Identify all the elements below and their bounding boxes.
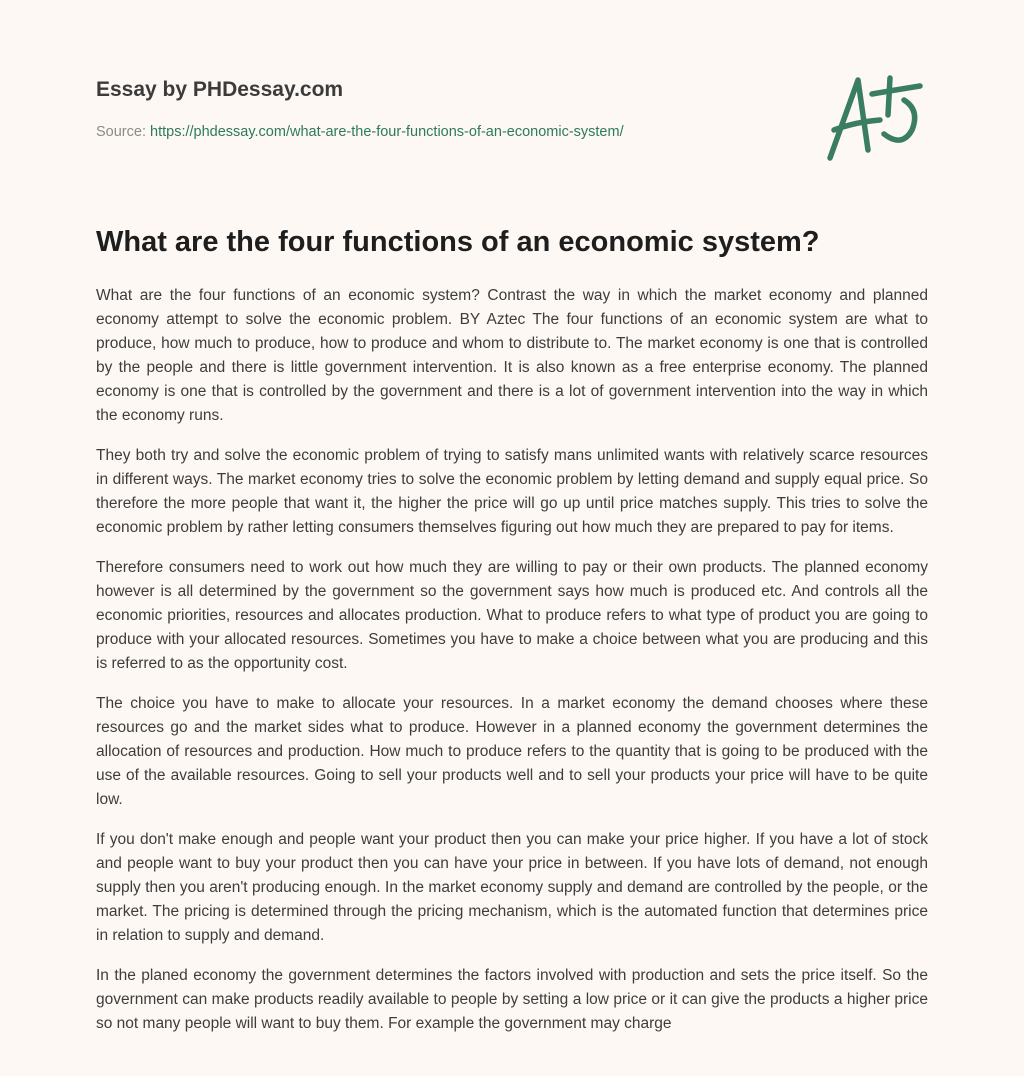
paragraph: They both try and solve the economic problem of trying to satisfy mans unlimited wants with relatively scarce resources in different ways. The market economy tries to solve the economic problem by letting demand and supply equal price. So therefore the more people that want it, the higher the price will go up until price matches supply. This tries to solve the economic problem by rather letting consumers themselves figuring out how much they are prepared to pay for items. bbox=[96, 447, 928, 536]
essay-body bbox=[96, 284, 928, 1052]
a-plus-logo bbox=[820, 70, 930, 165]
paragraph: What are the four functions of an economic system? Contrast the way in which the market economy and planned economy attempt to solve the economic problem. BY Aztec The four functions of an economic system are what to produce, how much to produce, how to produce and whom to distribute to. The market economy is one that is controlled by the people and there is little government intervention. It is also known as a free enterprise economy. The planned economy is one that is controlled by the government and there is a lot of government intervention into the way in which the economy runs. bbox=[96, 287, 928, 424]
paragraph: If you don't make enough and people want your product then you can make your price higher. If you have a lot of stock and people want to buy your product then you can have your price in between. If you have lots of demand, not enough supply then you aren't producing enough. In the market economy supply and demand are controlled by the people, or the market. The pricing is determined through the pricing mechanism, which is the automated function that determines price in relation to supply and demand. bbox=[96, 831, 928, 944]
header bbox=[96, 78, 343, 102]
source-link[interactable]: https://phdessay.com/what-are-the-four-functions-of-an-economic-system/ bbox=[150, 124, 624, 140]
paragraph: Therefore consumers need to work out how much they are willing to pay or their own products. The planned economy however is all determined by the government so the government says how much is produced etc. And controls all the economic priorities, resources and allocates production. What to produce refers to what type of product you are going to produce with your allocated resources. Sometimes you have to make a choice between what you are producing and this is referred to as the opportunity cost. bbox=[96, 559, 928, 672]
source-line bbox=[96, 124, 624, 140]
paragraph: The choice you have to make to allocate your resources. In a market economy the demand chooses where these resources go and the market sides what to produce. However in a planned economy the government determines the allocation of resources and production. How much to produce refers to the quantity that is going to be produced with the use of the available resources. Going to sell your products well and to sell your products your price will have to be quite low. bbox=[96, 695, 928, 808]
paragraph: In the planed economy the government determines the factors involved with production and sets the price itself. So the government can make products readily available to people by setting a low price or it can give the products a higher price so not many people will want to buy them. For example the government may charge bbox=[96, 967, 928, 1032]
site-title: Essay by PHDessay.com bbox=[96, 78, 344, 101]
essay-title: What are the four functions of an economic system? bbox=[96, 226, 820, 258]
source-label: Source: bbox=[96, 124, 146, 140]
